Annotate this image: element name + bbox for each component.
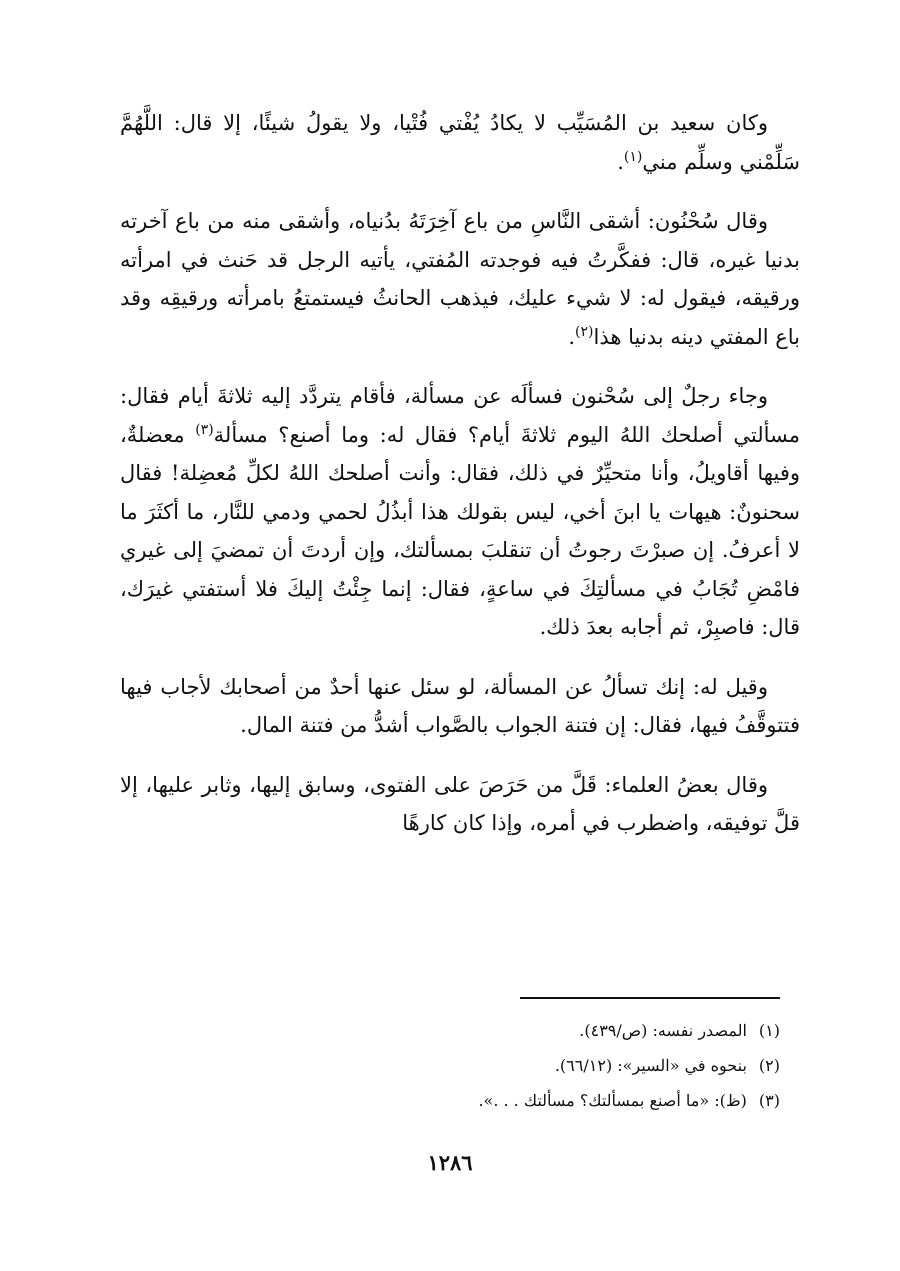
footnote-2-text: بنحوه في «السير»: (٦٦/١٢). — [554, 1056, 747, 1075]
footnotes — [100, 1013, 780, 1118]
page-number: ١٢٨٦ — [427, 1150, 473, 1175]
footnote-3-text: (ظ): «ما أصنع بمسألتك؟ مسألتك . . .». — [478, 1091, 747, 1110]
paragraph-1-tail: . — [617, 149, 624, 174]
footnote-ref-3: (٣) — [195, 421, 214, 438]
paragraph-2-text: وقال سُحْنُون: أشقى النَّاسِ من باع آخِرَتَهُ بدُنياه، وأشقى منه من باع آخرته بدنيا غيره، قال: ففكَّرتُ فيه فوجدته المُفتي، يأتيه الرجل قد حَنث في امرأته ورقيقه، فيقول له: لا شيء عليك، فيذهب الحانثُ فيستمتعُ بامرأته ورقيقِه وقد باع المفتي دينه بدنيا هذا — [120, 209, 800, 349]
footnote-2-number: (٢) — [758, 1056, 780, 1075]
paragraph-3-tail: معضلةٌ، وفيها أقاويلُ، وأنا متحيِّرٌ في ذلك، فقال: وأنت أصلحك اللهُ لكلِّ مُعضِلة! فقال سحنونٌ: هيهات يا ابنَ أخي، ليس بقولك هذا أبذُلُ لحمي ودمي للنَّار، ما أكثَرَ ما لا أعرفُ. إن صبرْتَ رجوتُ أن تنقلبَ بمسألتك، وإن أردتَ أن تمضيَ إلى غيري فامْضِ تُجَابُ في مسألتِكَ في ساعةٍ، فقال: إنما جِئْتُ إليكَ فلا أستفتي غيرَك، قال: فاصبِرْ، ثم أجابه بعدَ ذلك. — [120, 422, 800, 639]
footnote-1-text: المصدر نفسه: (ص/٤٣٩). — [579, 1021, 747, 1040]
paragraph-2-tail: . — [568, 324, 576, 349]
paragraph-5-text: وقال بعضُ العلماء: قَلَّ من حَرَصَ على الفتوى، وسابق إليها، وثابر عليها، إلا قلَّ توفيقه، واضطرب في أمره، وإذا كان كارهًا — [120, 772, 800, 835]
main-text — [120, 104, 800, 864]
paragraph-2 — [120, 202, 800, 356]
paragraph-4 — [120, 668, 800, 745]
footnote-3-number: (٣) — [758, 1091, 780, 1110]
paragraph-1 — [120, 104, 800, 181]
footnote-3 — [100, 1083, 780, 1118]
paragraph-4-text: وقيل له: إنك تسألُ عن المسألة، لو سئل عنها أحدٌ من أصحابك لأجاب فيها فتتوقَّفُ فيها، فقال: إن فتنة الجواب بالصَّواب أشدُّ من فتنة المال. — [120, 674, 800, 737]
footnote-2 — [100, 1048, 780, 1083]
paragraph-3-text: وجاء رجلٌ إلى سُحْنون فسألَه عن مسألة، فأقام يتردَّد إليه ثلاثةَ أيام فقال: مسألتي أصلحك اللهُ اليوم ثلاثةَ أيام؟ فقال له: وما أصنع؟ مسألة — [120, 384, 800, 447]
footnote-1-number: (١) — [758, 1021, 780, 1040]
paragraph-1-text: وكان سعيد بن المُسَيِّب لا يكادُ يُفْتي فُتْيا، ولا يقولُ شيئًا، إلا قال: اللَّهُمَّ سَلِّمْني وسلِّم مني — [120, 111, 800, 174]
footnote-1 — [100, 1013, 780, 1048]
footnote-ref-2: (٢) — [575, 323, 594, 340]
footnote-separator — [520, 997, 780, 999]
paragraph-5 — [120, 766, 800, 843]
footnote-ref-1: (١) — [623, 148, 643, 165]
paragraph-3 — [120, 377, 800, 647]
